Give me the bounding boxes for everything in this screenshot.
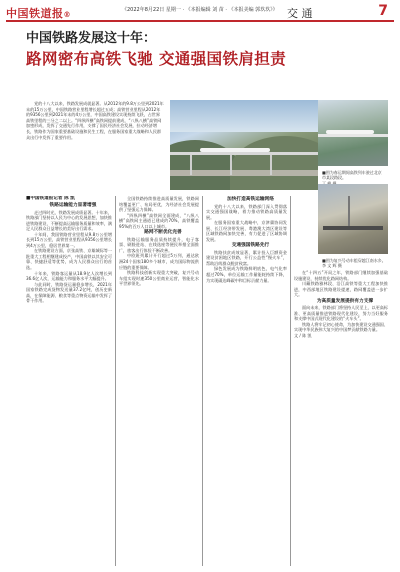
paragraph: 中欧班列累计开行超过5万列，通达欧洲24个国家180多个城市，成为国际物流供应链的重要保障。 [119, 253, 199, 270]
photo-highspeed-train [170, 100, 318, 190]
page-number: 7 [378, 3, 388, 19]
reporter-line: ■中国铁道报记者 陈 凯 [26, 196, 75, 201]
column-separator [115, 196, 116, 566]
subhead: 交通强国铁路先行 [231, 243, 270, 249]
photo-bridge [170, 152, 318, 155]
photo-track [323, 226, 383, 230]
photo-pillar [230, 155, 232, 175]
paragraph: “四纵四横”高铁网全面建成，“八纵八横”高铁网主通道已建成约70%，高铁覆盖95%的百万人口以上城市。 [119, 212, 199, 229]
paragraph: 铁路扶贫成效显著，累计投入巨额资金建设贫困地区铁路，开行公益性“慢火车”，帮助沿线群众脱贫致富。 [206, 249, 287, 266]
subhead: 铁路运输能力显著增强 [49, 203, 97, 208]
paragraph: 在服务国家重大战略中，京津冀协同发展、长江经济带发展、粤港澳大湾区建设等区域铁路网加快完善，有力促进了区域协调发展。 [206, 220, 287, 242]
article-column-1 [26, 196, 112, 304]
paragraph: 面向未来，铁路部门将坚持人民至上，以更高标准、更高质量推进铁路现代化建设，努力当好服务和支撑中国式现代化建设的“火车头”。 [294, 305, 388, 322]
headline: 路网密布高铁飞驰 交通强国铁肩担责 [26, 50, 287, 68]
photo-pillar [270, 155, 272, 175]
column-separator [202, 196, 203, 566]
photo2-caption: ■图为复兴号动车组穿越江南水乡。 李 文 辉 摄 [322, 258, 386, 269]
header-rule [6, 20, 394, 22]
column-separator [290, 196, 291, 566]
registered-mark: ® [63, 10, 71, 19]
paragraph: 党的十八大以来，铁路部门深入贯彻落实交通强国战略，着力推动铁路高质量发展。 [206, 203, 287, 220]
article-column-2 [119, 196, 199, 287]
paragraph: 走过四时光，铁路发展成绩显著。十年来，铁路部门坚持以人民为中心的发展思想，加快推进铁路建设，不断提高运输服务质量和效率，满足人民群众日益增长的美好出行需求。 [26, 209, 112, 232]
subhead: 加快打造高铁运输网络 [227, 197, 274, 202]
photo-sky [170, 100, 318, 132]
masthead: 中国铁道报® [6, 7, 71, 20]
photo-hill [230, 136, 318, 190]
paragraph: 十年间，我国铁路营业里程从9.8万公里增长到15万公里，高铁营业里程从9356公里增长到4万公里，稳居世界第一。 [26, 231, 112, 248]
paragraph: 全国铁路持续推进高质量发展，铁路网络覆盖更广、布局更优，为经济社会发展提供了坚强运力保障。 [119, 196, 199, 213]
photo-road [170, 170, 318, 176]
article-column-4 [294, 270, 388, 339]
article-column-3 [206, 196, 287, 283]
paragraph: 铁路运输服务品质持续提升，电子客票、刷脸进站、在线选座等便民举措全面推广，旅客出行体验不断改善。 [119, 236, 199, 253]
photo-bridge [318, 134, 388, 137]
photo-river-railway [318, 100, 388, 166]
kicker: 中国铁路发展这十年： [26, 31, 157, 46]
dateline: 《2022年8月22日 星期一 · 《本报编辑 刘 苗 · 《本报美编 郭玖玖》》 [122, 7, 278, 13]
paragraph: 川藏铁路雅林段、沿江高铁等重大工程加快推进，中西部地区铁路建设提速，路网覆盖进一步扩大。 [294, 281, 388, 298]
photo-construction [318, 184, 388, 254]
photo-pole [348, 196, 350, 226]
paragraph: 在“十四五”开局之年，铁路部门继续加强基础设施建设，持续优化路网结构。 [294, 270, 388, 281]
subhead: 为高质量发展提供有力支撑 [316, 298, 374, 304]
paragraph: 铁路科技创新实现重大突破，复兴号动车组实现时速350公里商业运营，智能化水平世界领先。 [119, 270, 199, 287]
paragraph: 与此同时，铁路货运量稳步增长，2021年国家铁路完成货物发送量37.2亿吨，创历史新高，在保障能源、粮食等重点物资运输中发挥了骨干作用。 [26, 281, 112, 304]
lead-paragraph: 党的十八大以来，铁路发展成就显著。从2012年的9.8万公里到2021年末的15万公里，中国铁路营业里程增长超过五成；高铁营业里程从2012年的9356公里到2021年末的4万公里，中国高铁建设实现持续飞跃，占世界高铁里程的三分之二以上。“四纵四横”高铁网提前建成，“八纵八横”高铁网加密形成，发挥了交通先行作用，支撑了国民经济社会发展，拉动经济增长，铁路作为国家重要基础设施和民生工程，在服务国家重大战略和人民群众出行中发挥了重要作用。 [26, 101, 164, 140]
photo1-caption: ■图为春运期间高铁列车驶过北京市某段路段。 [322, 170, 382, 186]
photo2-credit: 李 文 辉 摄 [322, 263, 342, 269]
photo-train [326, 130, 374, 134]
paragraph: 铁路人将牢记初心使命，为加快建设交通强国、实现中华民族伟大复兴的中国梦贡献铁路力量。 [294, 321, 388, 333]
byline: 文 / 陈 凯 [294, 332, 312, 338]
paragraph: 绿色发展成为铁路鲜明底色，电气化率超过70%，单位运输工作量能耗持续下降，为实现碳达峰碳中和目标贡献力量。 [206, 266, 287, 283]
subhead: 路网不断优化完善 [144, 230, 182, 236]
paragraph: 十年来，铁路客运量从18.9亿人次增长到36.6亿人次，运输能力和服务水平大幅提升。 [26, 270, 112, 282]
photo-train [200, 148, 270, 152]
photo-pillar [190, 155, 192, 175]
paragraph: 在铁路建设方面，京张高铁、京雄城际等一批重大工程相继建成投产，中国高铁以其安全可靠、快捷舒适等优势，成为人民群众出行的首选。 [26, 248, 112, 270]
section-label: 交 通 [287, 7, 313, 20]
